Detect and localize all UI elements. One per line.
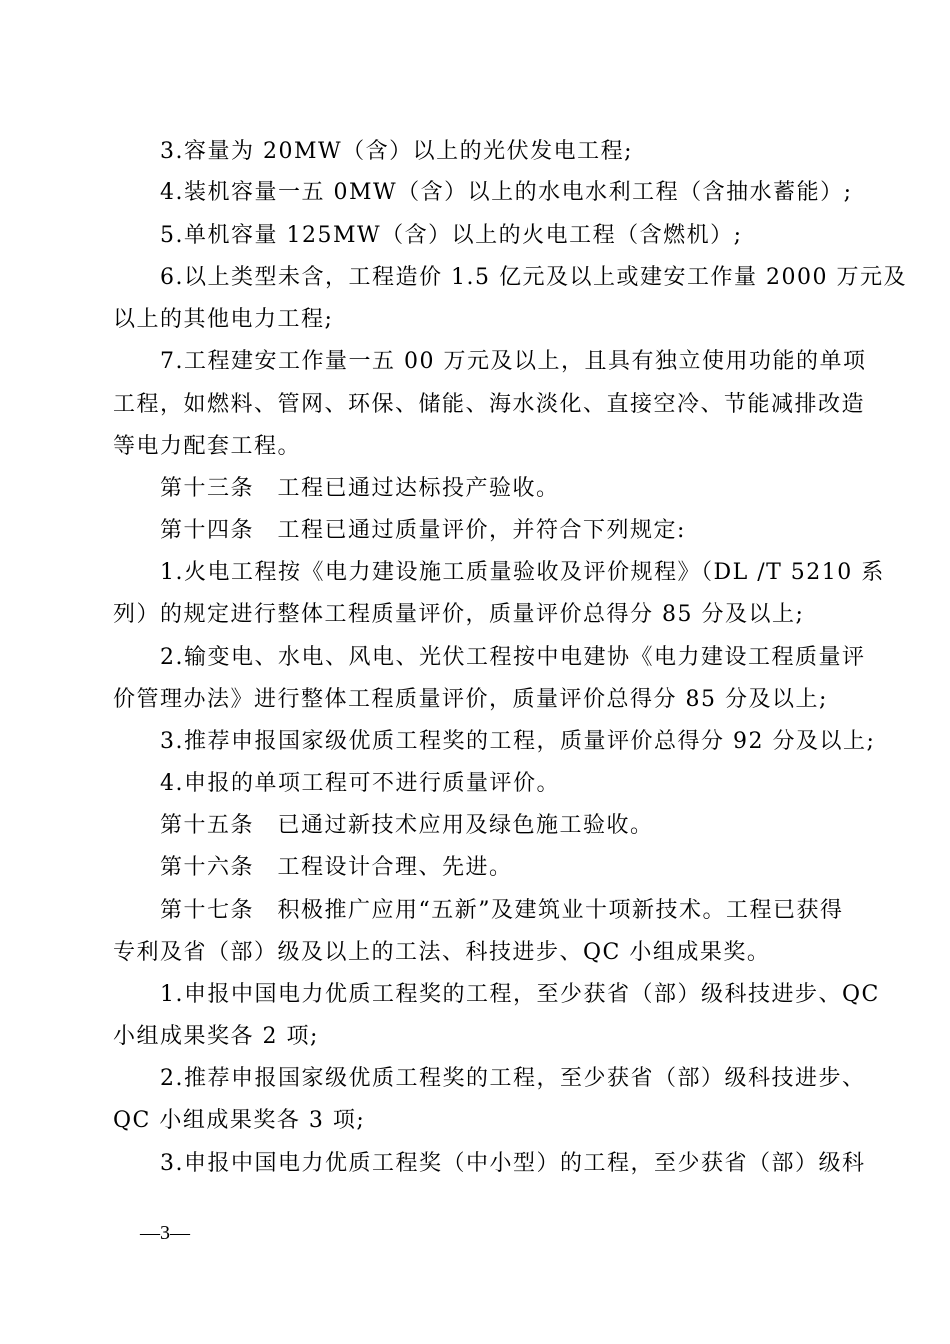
text-line-1: 3.容量为 20MW（含）以上的光伏发电工程; <box>160 139 634 164</box>
text-line-11: 1.火电工程按《电力建设施工质量验收及评价规程》（DL /T 5210 系 <box>160 560 885 585</box>
text-line-20: 专利及省（部）级及以上的工法、科技进步、QC 小组成果奖。 <box>113 940 771 965</box>
text-line-5: 以上的其他电力工程; <box>113 307 334 332</box>
article-14: 第十四条 工程已通过质量评价，并符合下列规定: <box>160 518 686 543</box>
text-line-21: 1.申报中国电力优质工程奖的工程，至少获省（部）级科技进步、QC <box>160 982 880 1007</box>
page-number: —3— <box>140 1222 190 1244</box>
text-line-6: 7.工程建安工作量一五 00 万元及以上，且具有独立使用功能的单项 <box>160 349 867 374</box>
article-15: 第十五条 已通过新技术应用及绿色施工验收。 <box>160 813 654 838</box>
text-line-22: 小组成果奖各 2 项; <box>113 1024 319 1049</box>
text-line-14: 价管理办法》进行整体工程质量评价，质量评价总得分 85 分及以上; <box>113 687 828 712</box>
text-line-23: 2.推荐申报国家级优质工程奖的工程，至少获省（部）级科技进步、 <box>160 1066 866 1091</box>
text-line-12: 列）的规定进行整体工程质量评价，质量评价总得分 85 分及以上; <box>113 602 805 627</box>
text-line-7: 工程，如燃料、管网、环保、储能、海水淡化、直接空冷、节能减排改造 <box>113 392 866 417</box>
article-17: 第十七条 积极推广应用“五新”及建筑业十项新技术。工程已获得 <box>160 898 844 923</box>
text-line-8: 等电力配套工程。 <box>113 434 302 459</box>
text-line-3: 5.单机容量 125MW（含）以上的火电工程（含燃机）; <box>160 223 743 248</box>
article-16: 第十六条 工程设计合理、先进。 <box>160 855 513 880</box>
text-line-24: QC 小组成果奖各 3 项; <box>113 1108 366 1133</box>
text-line-15: 3.推荐申报国家级优质工程奖的工程，质量评价总得分 92 分及以上; <box>160 729 876 754</box>
text-line-16: 4.申报的单项工程可不进行质量评价。 <box>160 771 560 796</box>
text-line-25: 3.申报中国电力优质工程奖（中小型）的工程，至少获省（部）级科 <box>160 1151 866 1176</box>
text-line-13: 2.输变电、水电、风电、光伏工程按中电建协《电力建设工程质量评 <box>160 645 866 670</box>
text-line-2: 4.装机容量一五 0MW（含）以上的水电水利工程（含抽水蓄能）; <box>160 180 853 205</box>
article-13: 第十三条 工程已通过达标投产验收。 <box>160 476 560 501</box>
text-line-4: 6.以上类型未含，工程造价 1.5 亿元及以上或建安工作量 2000 万元及 <box>160 265 907 290</box>
